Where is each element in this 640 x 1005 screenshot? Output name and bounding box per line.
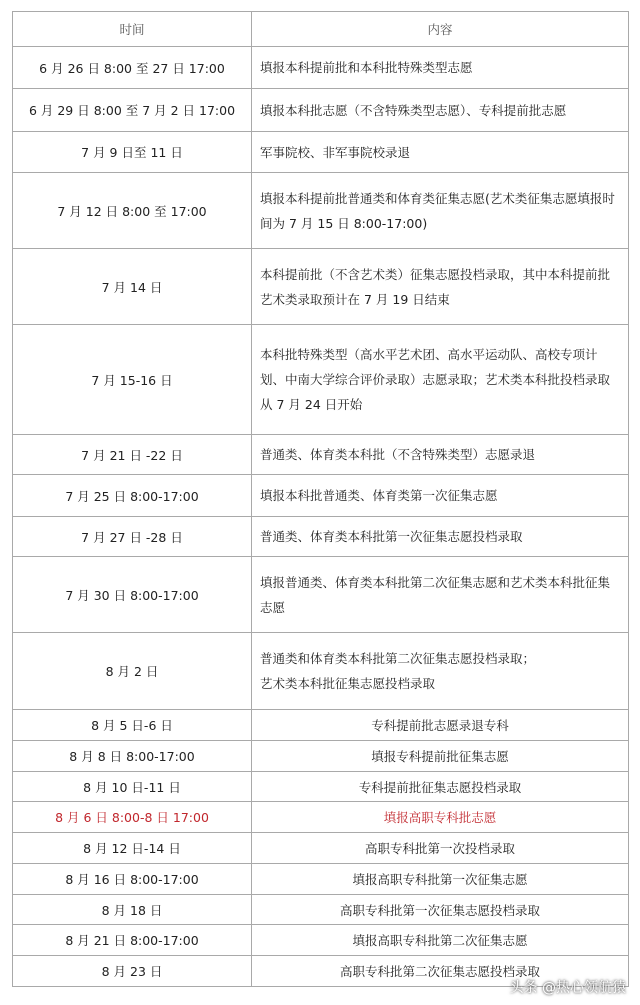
row-time: 8 月 12 日-14 日 xyxy=(13,833,252,864)
header-content: 内容 xyxy=(252,12,629,47)
row-content: 高职专科批第一次投档录取 xyxy=(252,833,629,864)
table-row xyxy=(13,517,629,557)
row-time: 6 月 26 日 8:00 至 27 日 17:00 xyxy=(13,47,252,89)
table-row xyxy=(13,833,629,864)
table-row xyxy=(13,325,629,435)
header-row xyxy=(13,12,629,47)
row-time: 8 月 10 日-11 日 xyxy=(13,772,252,802)
row-content: 填报本科提前批和本科批特殊类型志愿 xyxy=(252,47,629,89)
watermark: 头条 @热心领航猿 xyxy=(509,980,626,996)
row-time: 7 月 9 日至 11 日 xyxy=(13,132,252,173)
table-row xyxy=(13,864,629,895)
row-time: 7 月 25 日 8:00-17:00 xyxy=(13,475,252,517)
row-content: 填报高职专科批第一次征集志愿 xyxy=(252,864,629,895)
table-row xyxy=(13,557,629,633)
schedule-table xyxy=(12,11,629,987)
row-content: 填报本科批志愿（不含特殊类型志愿）、专科提前批志愿 xyxy=(252,89,629,132)
row-content: 填报专科提前批征集志愿 xyxy=(252,741,629,772)
row-time: 8 月 16 日 8:00-17:00 xyxy=(13,864,252,895)
row-time: 8 月 8 日 8:00-17:00 xyxy=(13,741,252,772)
row-content: 填报高职专科批志愿 xyxy=(252,802,629,833)
row-content: 高职专科批第一次征集志愿投档录取 xyxy=(252,895,629,925)
table-row xyxy=(13,173,629,249)
table-row-highlight xyxy=(13,802,629,833)
row-content: 本科提前批（不含艺术类）征集志愿投档录取，其中本科提前批艺术类录取预计在 7 月 19 日结束 xyxy=(252,249,629,325)
row-time: 6 月 29 日 8:00 至 7 月 2 日 17:00 xyxy=(13,89,252,132)
row-time: 8 月 5 日-6 日 xyxy=(13,710,252,741)
row-time: 8 月 21 日 8:00-17:00 xyxy=(13,925,252,956)
table-row xyxy=(13,435,629,475)
row-time: 8 月 2 日 xyxy=(13,633,252,710)
row-content: 专科提前批征集志愿投档录取 xyxy=(252,772,629,802)
row-content: 军事院校、非军事院校录退 xyxy=(252,132,629,173)
row-content: 普通类、体育类本科批（不含特殊类型）志愿录退 xyxy=(252,435,629,475)
row-content: 专科提前批志愿录退专科 xyxy=(252,710,629,741)
row-content: 填报本科批普通类、体育类第一次征集志愿 xyxy=(252,475,629,517)
row-time: 8 月 18 日 xyxy=(13,895,252,925)
table-row xyxy=(13,47,629,89)
row-content: 填报本科提前批普通类和体育类征集志愿(艺术类征集志愿填报时间为 7 月 15 日 8:00-17:00) xyxy=(252,173,629,249)
table-row xyxy=(13,132,629,173)
table-row xyxy=(13,633,629,710)
row-time: 7 月 30 日 8:00-17:00 xyxy=(13,557,252,633)
row-time: 7 月 15-16 日 xyxy=(13,325,252,435)
row-content: 填报普通类、体育类本科批第二次征集志愿和艺术类本科批征集志愿 xyxy=(252,557,629,633)
row-time: 8 月 6 日 8:00-8 日 17:00 xyxy=(13,802,252,833)
table-row xyxy=(13,895,629,925)
row-time: 7 月 27 日 -28 日 xyxy=(13,517,252,557)
row-time: 7 月 14 日 xyxy=(13,249,252,325)
row-content: 本科批特殊类型（高水平艺术团、高水平运动队、高校专项计划、中南大学综合评价录取）志愿录取；艺术类本科批投档录取从 7 月 24 日开始 xyxy=(252,325,629,435)
table-row xyxy=(13,772,629,802)
table-row xyxy=(13,710,629,741)
table-row xyxy=(13,89,629,132)
table-row xyxy=(13,925,629,956)
row-time: 8 月 23 日 xyxy=(13,956,252,987)
row-content-line: 普通类和体育类本科批第二次征集志愿投档录取； xyxy=(260,651,536,666)
row-content: 填报高职专科批第二次征集志愿 xyxy=(252,925,629,956)
row-content: 高职专科批第二次征集志愿投档录取 xyxy=(252,956,629,987)
row-time: 7 月 12 日 8:00 至 17:00 xyxy=(13,173,252,249)
header-time: 时间 xyxy=(13,12,252,47)
table-row xyxy=(13,741,629,772)
row-time: 7 月 21 日 -22 日 xyxy=(13,435,252,475)
row-content xyxy=(252,633,629,710)
row-content-line: 艺术类本科批征集志愿投档录取 xyxy=(260,676,436,691)
row-content: 普通类、体育类本科批第一次征集志愿投档录取 xyxy=(252,517,629,557)
table-row xyxy=(13,475,629,517)
table-row xyxy=(13,249,629,325)
